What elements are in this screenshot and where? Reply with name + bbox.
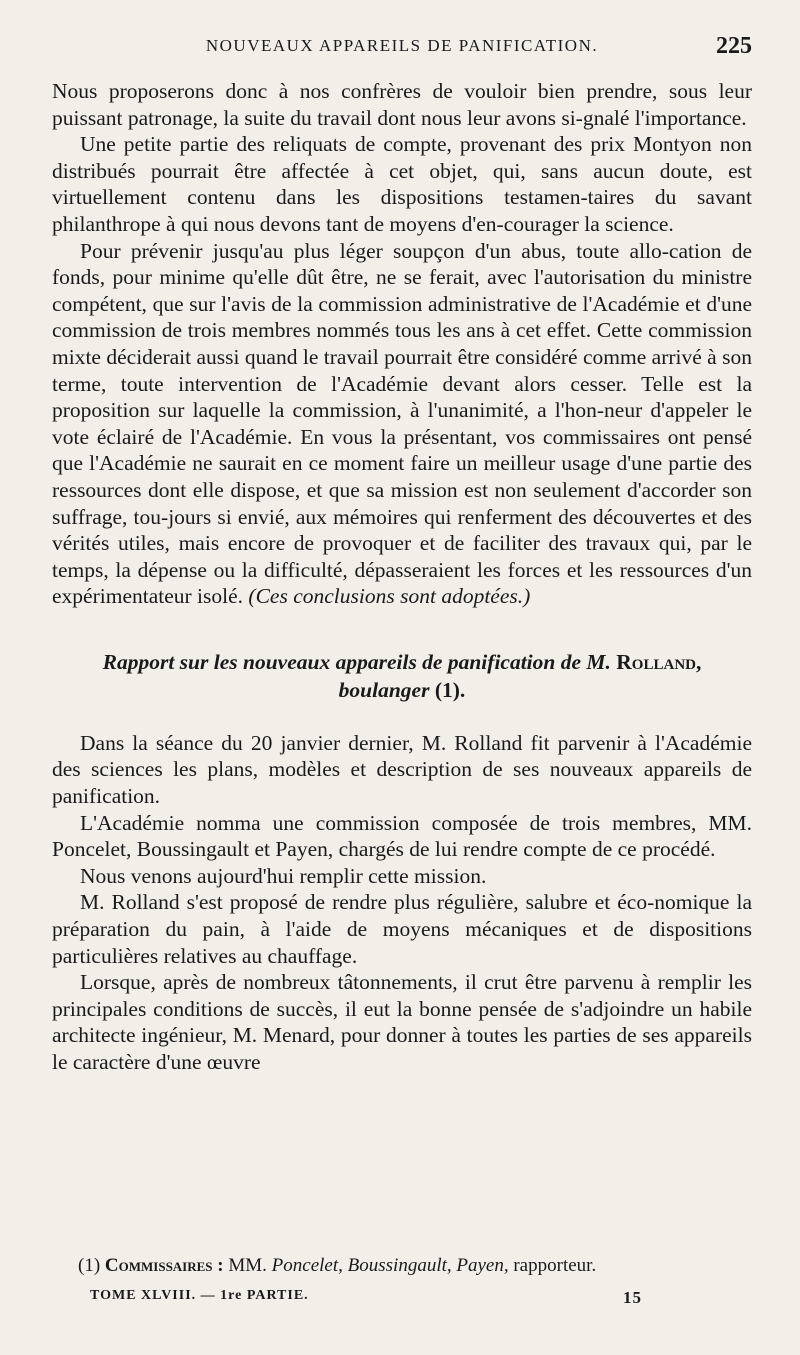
footnote-role: rapporteur. — [513, 1255, 597, 1276]
page-number: 225 — [716, 33, 752, 59]
body-text — [52, 78, 752, 1076]
paragraph: L'Académie nomma une commission composée de trois membres, MM. Poncelet, Boussingault et Payen, chargés de lui rendre compte de ce procédé. — [52, 810, 752, 862]
paragraph-text: Pour prévenir jusqu'au plus léger soupçon d'un abus, toute allo-cation de fonds, pour minime qu'elle dût être, ne se ferait, avec l'autorisation du ministre compétent, que sur l'avis de la commission administrative de l'Académie et d'une commission de trois membres nommés tous les ans à cet effet. Cette commission mixte déciderait aussi quand le travail pourrait être considéré comme arrivé à son terme, toute intervention de l'Académie devant alors cesser. Telle est la proposition sur laquelle la commission, à l'unanimité, a l'hon-neur d'appeler le vote éclairé de l'Académie. En vous la présentant, vos commissaires ont pensé que l'Académie ne saurait en ce moment faire un meilleur usage d'une partie des ressources dont elle dispose, et que sa mission est non seulement d'accorder son suffrage, tou-jours si envié, aux mémoires qui renferment des découvertes et des vérités utiles, mais encore de provoquer et de faciliter des travaux qui, par le temps, la dépense ou la difficulté, dépasseraient les forces et les ressources d'un expérimentateur isolé. — [52, 238, 752, 609]
section-title-text: Rapport sur les nouveaux appareils de panification de M. — [102, 649, 611, 674]
paragraph — [52, 238, 752, 610]
paragraph: Dans la séance du 20 janvier dernier, M. Rolland fit parvenir à l'Académie des sciences les plans, modèles et description de ses nouveaux appareils de panification. — [52, 730, 752, 809]
section-author: Rolland, — [616, 649, 702, 674]
signature-line — [90, 1288, 740, 1307]
paragraph: Lorsque, après de nombreux tâtonnements, il crut être parvenu à remplir les principales conditions de succès, il eut la bonne pensée de s'adjoindre un habile architecte ingénieur, M. Menard, pour donner à toutes les parties de ses appareils le caractère d'une œuvre — [52, 970, 752, 1074]
paragraph: Nous venons aujourd'hui remplir cette mission. — [80, 863, 487, 888]
footnote — [78, 1254, 752, 1278]
footnote-mm: MM. — [228, 1255, 267, 1276]
footnote-name: Boussingault, — [347, 1255, 452, 1276]
volume-signature: TOME XLVIII. — 1re PARTIE. — [90, 1288, 309, 1303]
section-role: boulanger — [338, 677, 430, 702]
section-title — [52, 648, 752, 704]
footnote-label: Commissaires : — [104, 1255, 224, 1276]
paragraph: Nous proposerons donc à nos confrères de vouloir bien prendre, sous leur puissant patronage, la suite du travail dont nous leur avons si-gnalé l'importance. — [52, 79, 752, 130]
footnote-name: Payen, — [456, 1255, 509, 1276]
footnote-name: Poncelet, — [271, 1255, 343, 1276]
paragraph: M. Rolland s'est proposé de rendre plus régulière, salubre et éco-nomique la préparation du pain, à l'aide de moyens mécaniques et de dispositions particulières relatives au chauffage. — [52, 890, 752, 968]
footnote-reference: (1). — [434, 677, 466, 702]
conclusion-note: (Ces conclusions sont adoptées.) — [248, 584, 531, 609]
running-head — [52, 34, 752, 78]
running-title: NOUVEAUX APPAREILS DE PANIFICATION. — [205, 36, 599, 55]
footnote-marker: (1) — [78, 1255, 101, 1276]
sheet-signature: 15 — [623, 1288, 642, 1307]
paragraph: Une petite partie des reliquats de compte, provenant des prix Montyon non distribués pourrait être affectée à cet objet, qui, sans aucun doute, est virtuellement contenu dans les dispositions testamen-taires du savant philanthrope à qui nous devons tant de moyens d'en-courager la science. — [52, 132, 752, 236]
